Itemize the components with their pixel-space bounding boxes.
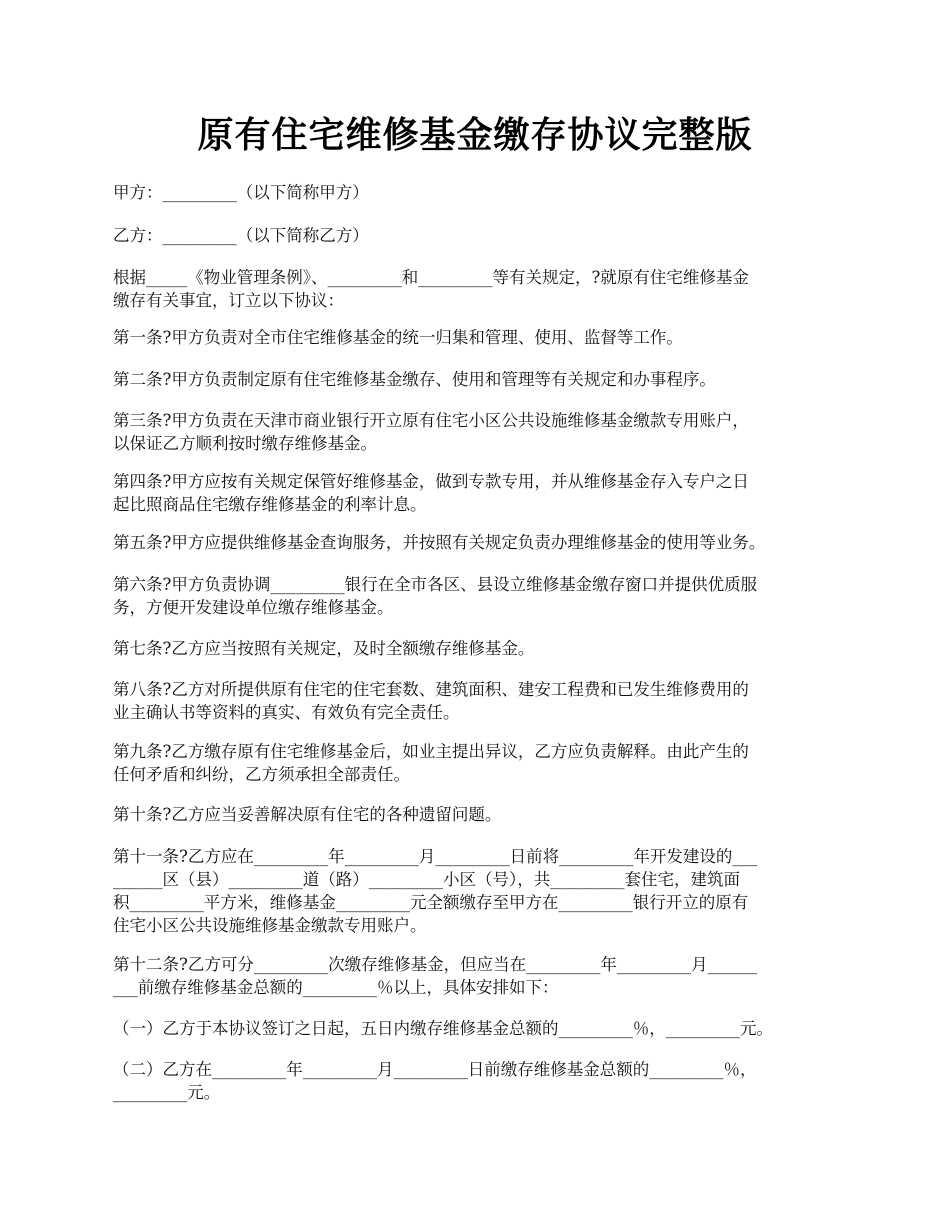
clause-2: [113, 1058, 853, 1104]
paragraph-line: 住宅小区公共设施维修基金缴款专用账户。: [113, 916, 427, 935]
paragraph-line: _________元。: [113, 1083, 221, 1102]
article-3: [113, 409, 853, 455]
paragraph-line: 第六条?甲方负责协调_________银行在全市各区、县设立维修基金缴存窗口并提供优质服: [113, 575, 758, 594]
article-9: [113, 740, 853, 786]
paragraph-line: 任何矛盾和纠纷，乙方须承担全部责任。: [113, 765, 410, 784]
paragraph-line: 第七条?乙方应当按照有关规定，及时全额缴存维修基金。: [113, 639, 535, 658]
paragraph-line: ___前缴存维修基金总额的_________％以上，具体安排如下：: [113, 978, 559, 997]
article-2: [113, 368, 853, 391]
paragraph-line: 第四条?甲方应按有关规定保管好维修基金，做到专款专用，并从维修基金存入专户之日: [113, 472, 749, 491]
paragraph-line: 根据_____《物业管理条例》、_________和_________等有关规定，?就原有住宅维修基金: [113, 268, 749, 287]
paragraph-line: 第一条?甲方负责对全市住宅维修基金的统一归集和管理、使用、监督等工作。: [113, 328, 683, 347]
paragraph-line: 第三条?甲方负责在天津市商业银行开立原有住宅小区公共设施维修基金缴款专用账户，: [113, 411, 749, 430]
paragraph-line: 第八条?乙方对所提供原有住宅的住宅套数、建筑面积、建安工程费和已发生维修费用的: [113, 680, 749, 699]
paragraph-line: （一）乙方于本协议签订之日起，五日内缴存维修基金总额的_________％，_________元。: [113, 1019, 773, 1038]
paragraph-line: 第九条?乙方缴存原有住宅维修基金后，如业主提出异议，乙方应负责解释。由此产生的: [113, 742, 749, 761]
article-4: [113, 470, 853, 516]
article-5: [113, 531, 853, 554]
paragraph-line: 甲方：_________（以下简称甲方）: [113, 183, 369, 202]
article-10: [113, 803, 853, 826]
paragraph-line: 以保证乙方顺利按时缴存维修基金。: [113, 434, 377, 453]
article-6: [113, 573, 853, 619]
document-title: 原有住宅维修基金缴存协议完整版: [197, 115, 753, 156]
paragraph-line: 乙方：_________（以下简称乙方）: [113, 226, 369, 245]
clause-1: [113, 1017, 853, 1040]
article-1: [113, 326, 853, 349]
paragraph-line: 第二条?甲方负责制定原有住宅维修基金缴存、使用和管理等有关规定和办事程序。: [113, 370, 716, 389]
paragraph-line: 积_________平方米，维修基金_________元全额缴存至甲方在_________银行开立的原有: [113, 893, 749, 912]
article-8: [113, 678, 853, 724]
paragraph-line: 缴存有关事宜，订立以下协议：: [113, 291, 344, 310]
article-7: [113, 637, 853, 660]
party-a-line: [113, 181, 853, 204]
paragraph-line: ______区（县）_________道（路）_________小区（号），共_________套住宅，建筑面: [113, 870, 740, 889]
paragraph-line: 第五条?甲方应提供维修基金查询服务，并按照有关规定负责办理维修基金的使用等业务。: [113, 533, 766, 552]
article-12: [113, 953, 853, 999]
party-b-line: [113, 224, 853, 247]
preamble-paragraph: [113, 266, 853, 312]
paragraph-line: （二）乙方在_________年_________月_________日前缴存维修基金总额的_________％，: [113, 1060, 757, 1079]
paragraph-line: 第十一条?乙方应在_________年_________月_________日前将_________年开发建设的___: [113, 847, 758, 866]
paragraph-line: 起比照商品住宅缴存维修基金的利率计息。: [113, 495, 427, 514]
paragraph-line: 第十二条?乙方可分_________次缴存维修基金，但应当在_________年_________月______: [113, 955, 758, 974]
paragraph-line: 业主确认书等资料的真实、有效负有完全责任。: [113, 703, 460, 722]
paragraph-line: 第十条?乙方应当妥善解决原有住宅的各种遗留问题。: [113, 805, 502, 824]
paragraph-line: 务，方便开发建设单位缴存维修基金。: [113, 598, 394, 617]
article-11: [113, 845, 853, 937]
